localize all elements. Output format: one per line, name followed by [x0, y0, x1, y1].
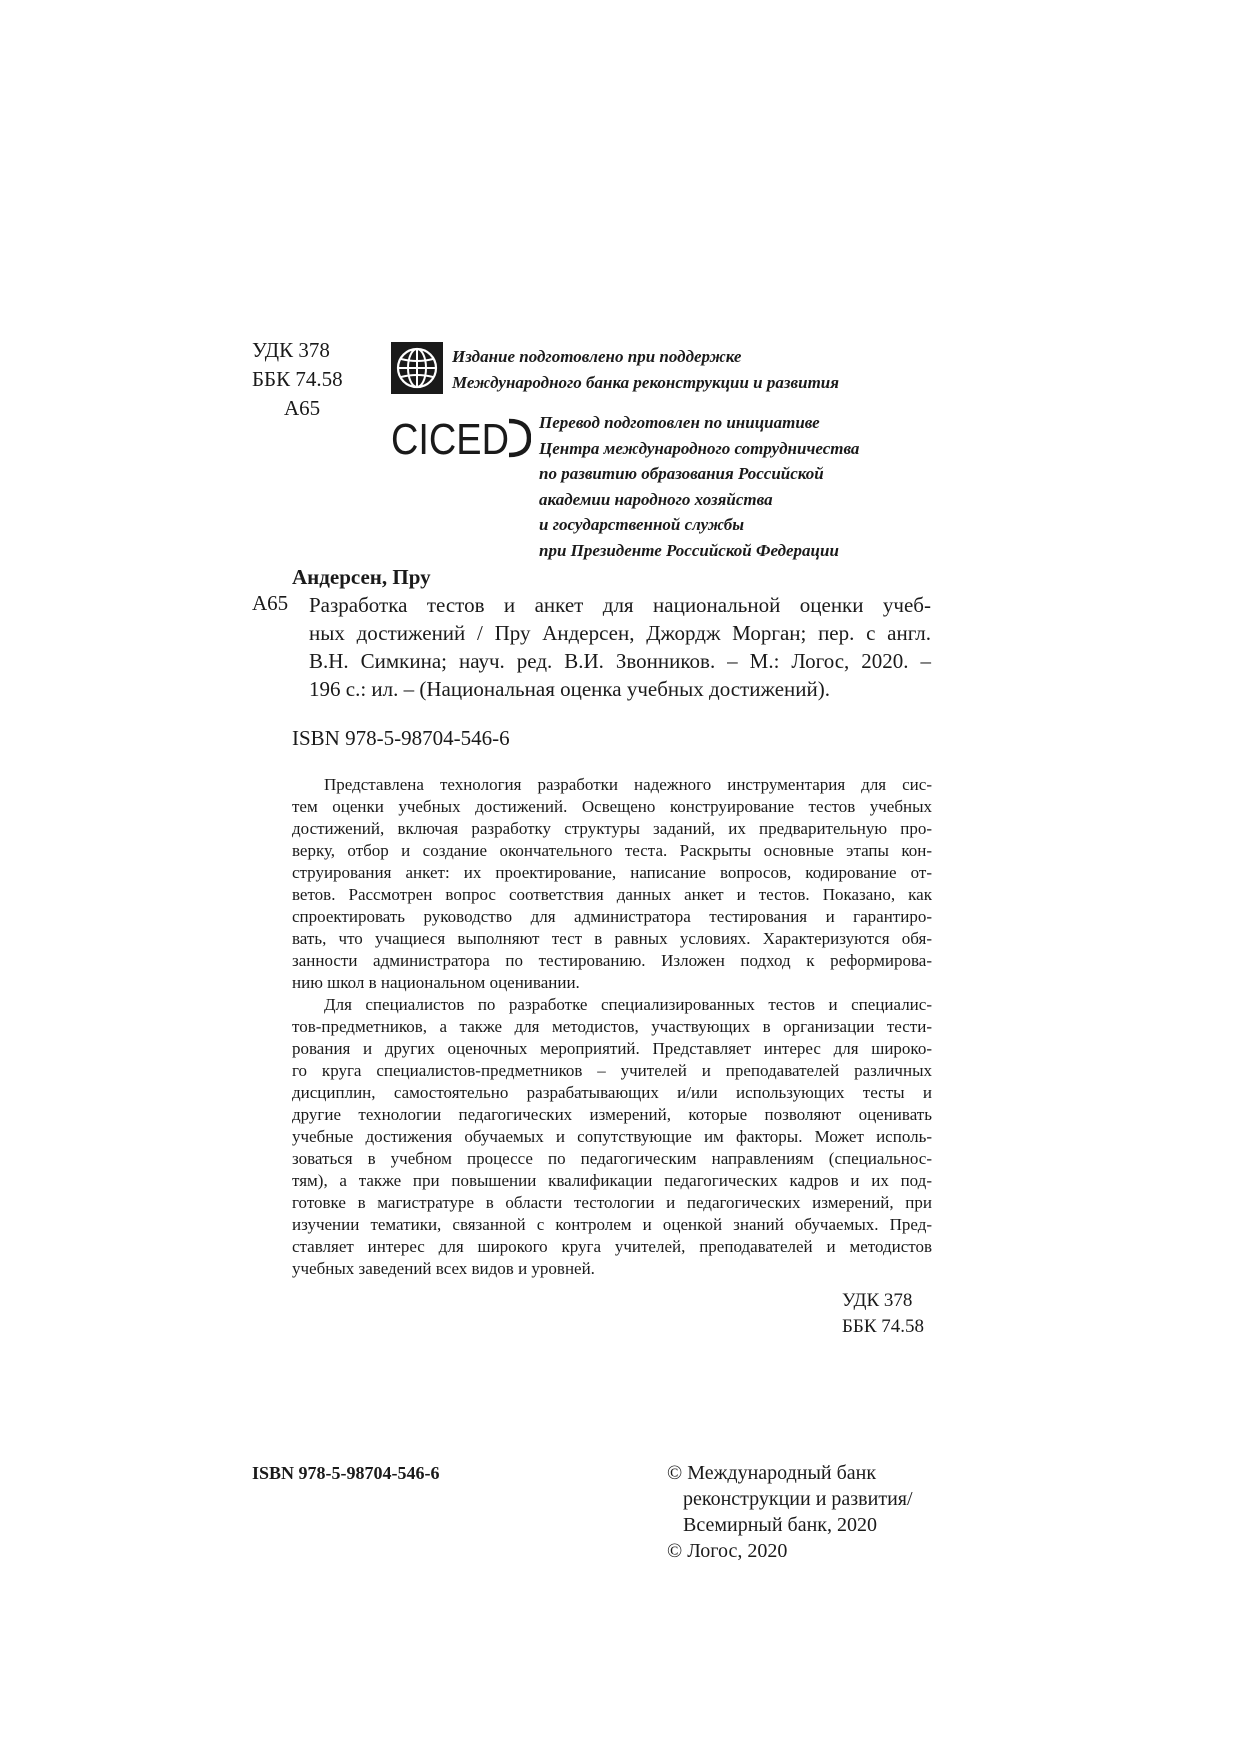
abstract-line: тям), а также при повышении квалификации педагогических кадров и их под- — [292, 1171, 932, 1190]
abstract-line: верку, отбор и создание окончательного теста. Раскрыты основные этапы кон- — [292, 841, 932, 860]
record-code: А65 — [252, 591, 289, 615]
abstract-line: спроектировать руководство для администратора тестирования и гарантиро- — [292, 907, 932, 926]
abstract-line: Представлена технология разработки надежного инструментария для сис- — [324, 775, 932, 794]
abstract-line: достижений, включая разработку структуры заданий, их предварительную про- — [292, 819, 932, 838]
isbn: ISBN 978-5-98704-546-6 — [292, 726, 510, 750]
bbk-code: ББК 74.58 — [842, 1316, 924, 1337]
abstract-line: зоваться в учебном процессе по педагогическим направлениям (специальнос- — [292, 1149, 932, 1168]
classification-block — [252, 336, 343, 423]
copyright-line: © Логос, 2020 — [667, 1540, 788, 1562]
ciced-logo — [391, 414, 531, 462]
world-bank-note-line: Международного банка реконструкции и развития — [452, 373, 840, 392]
abstract-line: ставляет интерес для широкого круга учителей, преподавателей и методистов — [292, 1237, 932, 1256]
udk-code: УДК 378 — [252, 338, 330, 362]
classification-block-bottom — [842, 1288, 924, 1340]
ciced-note-line: при Президенте Российской Федерации — [539, 540, 839, 560]
copyright-line: реконструкции и развития/ — [683, 1488, 913, 1510]
abstract-line: учебные достижения обучаемых и сопутствующие им факторы. Может исполь- — [292, 1127, 932, 1146]
abstract-line: ветов. Рассмотрен вопрос соответствия данных анкет и тестов. Показано, как — [292, 885, 932, 904]
abstract-line: го круга специалистов-предметников – учителей и преподавателей различных — [292, 1061, 932, 1080]
abstract-line: нию школ в национальном оценивании. — [292, 973, 580, 992]
copyright-line: Всемирный банк, 2020 — [683, 1514, 878, 1536]
ciced-note-line: академии народного хозяйства — [539, 489, 773, 509]
abstract-line: дисциплин, самостоятельно разрабатывающих и/или использующих тесты и — [292, 1083, 932, 1102]
ciced-logo-text: CICED — [391, 415, 509, 462]
copyright-block — [667, 1460, 913, 1564]
abstract-line: занности администратора по тестированию. Изложен подход к реформирова- — [292, 951, 932, 970]
abstract-line: Для специалистов по разработке специализированных тестов и специалис- — [324, 995, 932, 1014]
description-line: В.Н. Симкина; науч. ред. В.И. Звонников. – М.: Логос, 2020. – — [309, 649, 931, 673]
copyright-line: © Международный банк — [667, 1462, 877, 1484]
abstract-line: вать, что учащиеся выполняют тест в равных условиях. Характеризуются обя- — [292, 929, 932, 948]
world-bank-note — [452, 344, 839, 396]
author-heading: Андерсен, Пру — [292, 565, 431, 589]
abstract-line: учебных заведений всех видов и уровней. — [292, 1259, 595, 1278]
description-line: ных достижений / Пру Андерсен, Джордж Морган; пер. с англ. — [309, 621, 931, 645]
abstract-line: рования и других оценочных мероприятий. Представляет интерес для широко- — [292, 1039, 932, 1058]
abstract — [292, 774, 932, 1280]
description-line: Разработка тестов и анкет для национальной оценки учеб- — [309, 593, 931, 617]
world-bank-note-line: Издание подготовлено при поддержке — [452, 347, 742, 366]
ciced-note-line: по развитию образования Российской — [539, 464, 824, 483]
description-line: 196 с.: ил. – (Национальная оценка учебных достижений). — [309, 677, 830, 701]
udk-code: УДК 378 — [842, 1290, 913, 1311]
abstract-line: тов-предметников, а также для методистов, участвующих в организации тести- — [292, 1017, 932, 1036]
abstract-line: струирования анкет: их проектирование, написание вопросов, кодирование от- — [292, 863, 932, 882]
abstract-line: готовке в магистратуре в области тестологии и педагогических измерений, при — [292, 1193, 932, 1212]
ciced-note-line: и государственной службы — [539, 515, 745, 534]
abstract-line: другие технологии педагогических измерений, которые позволяют оценивать — [292, 1105, 932, 1124]
world-bank-logo-icon — [391, 342, 443, 394]
abstract-line: тем оценки учебных достижений. Освещено конструирование тестов учебных — [292, 797, 932, 816]
bibliographic-description — [309, 591, 931, 703]
ciced-note — [539, 410, 859, 563]
ciced-note-line: Центра международного сотрудничества — [539, 438, 860, 458]
abstract-line: изучении тематики, связанной с контролем и оценкой знаний обучаемых. Пред- — [292, 1215, 932, 1234]
ciced-note-line: Перевод подготовлен по инициативе — [539, 413, 820, 432]
footer-isbn: ISBN 978-5-98704-546-6 — [252, 1463, 440, 1483]
bbk-code: ББК 74.58 — [252, 367, 343, 391]
author-sign: А65 — [284, 396, 321, 420]
